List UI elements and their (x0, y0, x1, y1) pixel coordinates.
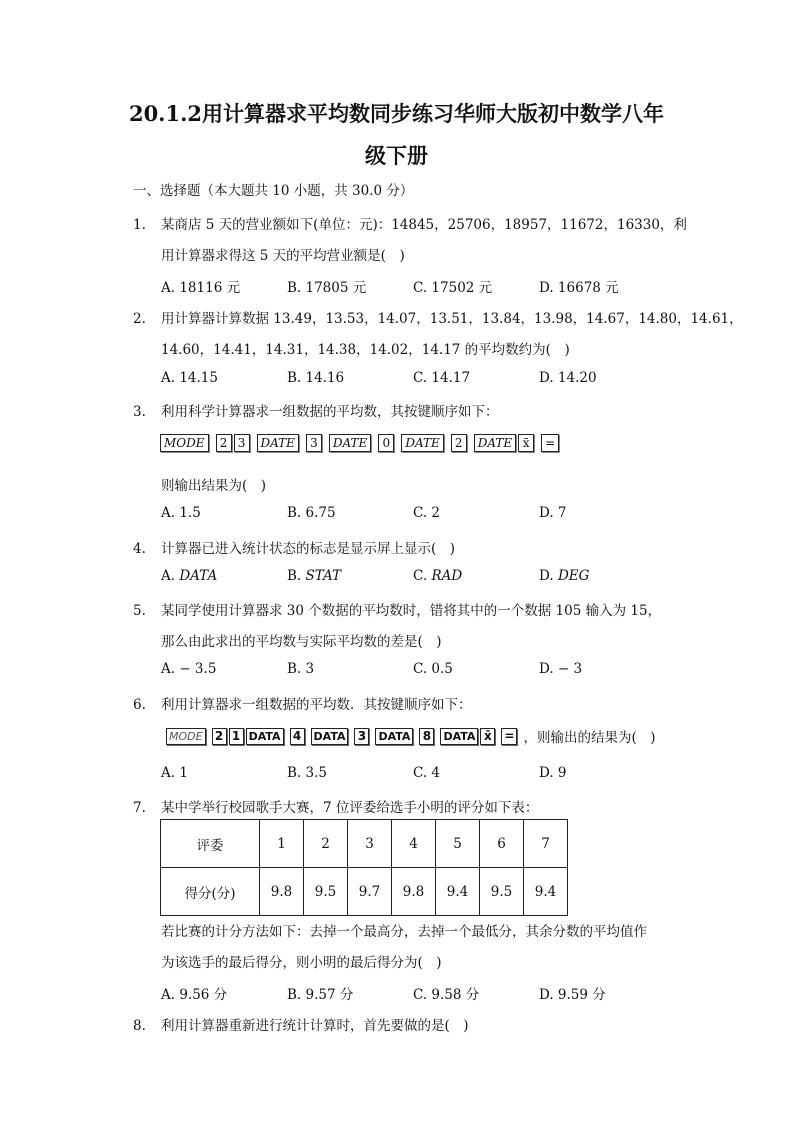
question-6 (133, 693, 472, 713)
table-cell: 9.4 (524, 868, 568, 916)
option-b: B. 14.16 (287, 370, 345, 386)
option-a: A. − 3.5 (161, 661, 217, 677)
table-row (161, 868, 568, 916)
option-b: B. 6.75 (287, 505, 336, 521)
option-a: A. 18116 元 (161, 280, 241, 296)
option-d: D. 9 (539, 765, 567, 781)
question-number: 6. (133, 697, 146, 713)
option-a (161, 568, 217, 584)
table-cell: 5 (436, 820, 480, 868)
table-cell: 9.4 (436, 868, 480, 916)
key-digit: 2 (216, 434, 232, 452)
option-d: D. − 3 (539, 661, 583, 677)
question-text-cont: 则输出结果为( ) (161, 478, 267, 494)
question-number: 7. (133, 800, 146, 816)
key-data: DATA (246, 728, 284, 745)
question-1 (133, 213, 687, 233)
question-text: 计算器已进入统计状态的标志是显示屏上显示( ) (161, 541, 456, 557)
option-value: DEG (557, 568, 590, 584)
question-text: 某中学举行校园歌手大赛，7 位评委给选手小明的评分如下表： (161, 800, 539, 816)
key-equals: = (541, 434, 559, 452)
option-c: C. 4 (413, 765, 441, 781)
option-b: B. 3.5 (287, 765, 327, 781)
option-d: D. 14.20 (539, 370, 597, 386)
table-cell: 4 (392, 820, 436, 868)
key-group (216, 434, 250, 452)
option-b: B. 9.57 分 (287, 987, 354, 1003)
option-a: A. 14.15 (161, 370, 218, 386)
option-c: C. 2 (413, 505, 441, 521)
question-5 (133, 599, 661, 619)
question-number: 1. (133, 217, 146, 233)
question-text-cont: 14.60，14.41，14.31，14.38，14.02，14.17 的平均数约为( ) (161, 342, 570, 358)
doc-title-line1: 20.1.2用计算器求平均数同步练习华师大版初中数学八年 (128, 101, 665, 126)
option-d: D. 9.59 分 (539, 987, 606, 1003)
table-cell: 2 (304, 820, 348, 868)
key-group (212, 728, 284, 745)
key-sequence-q6 (166, 726, 656, 746)
question-text-tail: ，则输出的结果为( ) (523, 730, 656, 746)
option-b: B. 3 (287, 661, 315, 677)
option-c: C. 0.5 (413, 661, 453, 677)
table-cell: 6 (480, 820, 524, 868)
key-group (440, 728, 495, 745)
key-digit: 8 (419, 728, 434, 745)
question-number: 5. (133, 603, 146, 619)
key-mean: x̄ (480, 728, 495, 745)
key-digit: 2 (451, 434, 467, 452)
question-number: 4. (133, 541, 146, 557)
table-cell: 9.5 (304, 868, 348, 916)
question-text: 某商店 5 天的营业额如下(单位：元)：14845，25706，18957，11672，16330，利 (161, 217, 687, 233)
section-heading: 一、选择题（本大题共 10 小题，共 30.0 分） (133, 183, 414, 199)
option-prefix: C. (413, 568, 432, 584)
option-a: A. 1 (161, 765, 188, 781)
key-equals: = (501, 728, 517, 745)
option-value: RAD (431, 568, 463, 584)
table-cell: 3 (348, 820, 392, 868)
option-prefix: B. (287, 568, 306, 584)
question-text: 利用科学计算器求一组数据的平均数，其按键顺序如下： (161, 404, 499, 420)
key-digit: 3 (354, 728, 369, 745)
table-cell: 评委 (161, 820, 260, 868)
key-mode: MODE (166, 728, 206, 745)
table-cell: 9.8 (260, 868, 304, 916)
option-prefix: A. (161, 568, 180, 584)
table-cell: 9.8 (392, 868, 436, 916)
question-number: 2. (133, 311, 146, 327)
table-cell: 9.7 (348, 868, 392, 916)
key-date: DATE (401, 434, 443, 452)
question-text-cont: 若比赛的计分方法如下：去掉一个最高分，去掉一个最低分，其余分数的平均值作 (161, 924, 647, 940)
option-d: D. 16678 元 (539, 280, 619, 296)
table-row (161, 820, 568, 868)
table-cell: 9.5 (480, 868, 524, 916)
question-2 (133, 307, 743, 327)
option-prefix: D. (539, 568, 558, 584)
option-value: DATA (179, 568, 218, 584)
option-c: C. 17502 元 (413, 280, 493, 296)
option-d (539, 568, 589, 584)
question-text-cont: 那么由此求出的平均数与实际平均数的差是( ) (161, 634, 442, 650)
key-sequence-q3 (160, 434, 559, 452)
option-c (413, 568, 462, 584)
key-digit: 1 (229, 728, 244, 745)
question-number: 3. (133, 404, 146, 420)
key-digit: 4 (290, 728, 305, 745)
question-text-cont: 用计算器求得这 5 天的平均营业额是( ) (161, 248, 405, 264)
key-mode: MODE (160, 434, 209, 452)
key-date: DATE (329, 434, 371, 452)
key-digit: 3 (306, 434, 322, 452)
table-cell: 1 (260, 820, 304, 868)
option-a: A. 1.5 (161, 505, 201, 521)
option-a: A. 9.56 分 (161, 987, 228, 1003)
question-3 (133, 400, 499, 420)
option-d: D. 7 (539, 505, 567, 521)
question-7 (133, 796, 538, 816)
question-text-cont: 为该选手的最后得分，则小明的最后得分为( ) (161, 955, 442, 971)
option-c: C. 9.58 分 (413, 987, 480, 1003)
option-c: C. 14.17 (413, 370, 471, 386)
key-mean: x̄ (518, 434, 534, 452)
question-8 (133, 1014, 469, 1034)
option-value: STAT (305, 568, 342, 584)
key-date: DATE (257, 434, 299, 452)
question-number: 8. (133, 1018, 146, 1034)
question-text: 利用计算器重新进行统计计算时，首先要做的是( ) (161, 1018, 469, 1034)
key-data: DATA (440, 728, 478, 745)
key-digit: 0 (378, 434, 394, 452)
table-cell: 得分(分) (161, 868, 260, 916)
key-date: DATE (474, 434, 516, 452)
score-table (160, 819, 568, 916)
question-text: 某同学使用计算器求 30 个数据的平均数时，错将其中的一个数据 105 输入为 15， (161, 603, 662, 619)
question-text: 用计算器计算数据 13.49，13.53，14.07，13.51，13.84，13.98，14.67，14.80，14.61， (161, 311, 743, 327)
question-4 (133, 537, 455, 557)
doc-title-line2: 级下册 (365, 143, 428, 168)
table-cell: 7 (524, 820, 568, 868)
key-data: DATA (311, 728, 349, 745)
question-text: 利用计算器求一组数据的平均数．其按键顺序如下： (161, 697, 472, 713)
key-digit: 2 (212, 728, 227, 745)
key-digit: 3 (234, 434, 250, 452)
key-data: DATA (375, 728, 413, 745)
key-group (474, 434, 534, 452)
option-b: B. 17805 元 (287, 280, 367, 296)
option-b (287, 568, 341, 584)
